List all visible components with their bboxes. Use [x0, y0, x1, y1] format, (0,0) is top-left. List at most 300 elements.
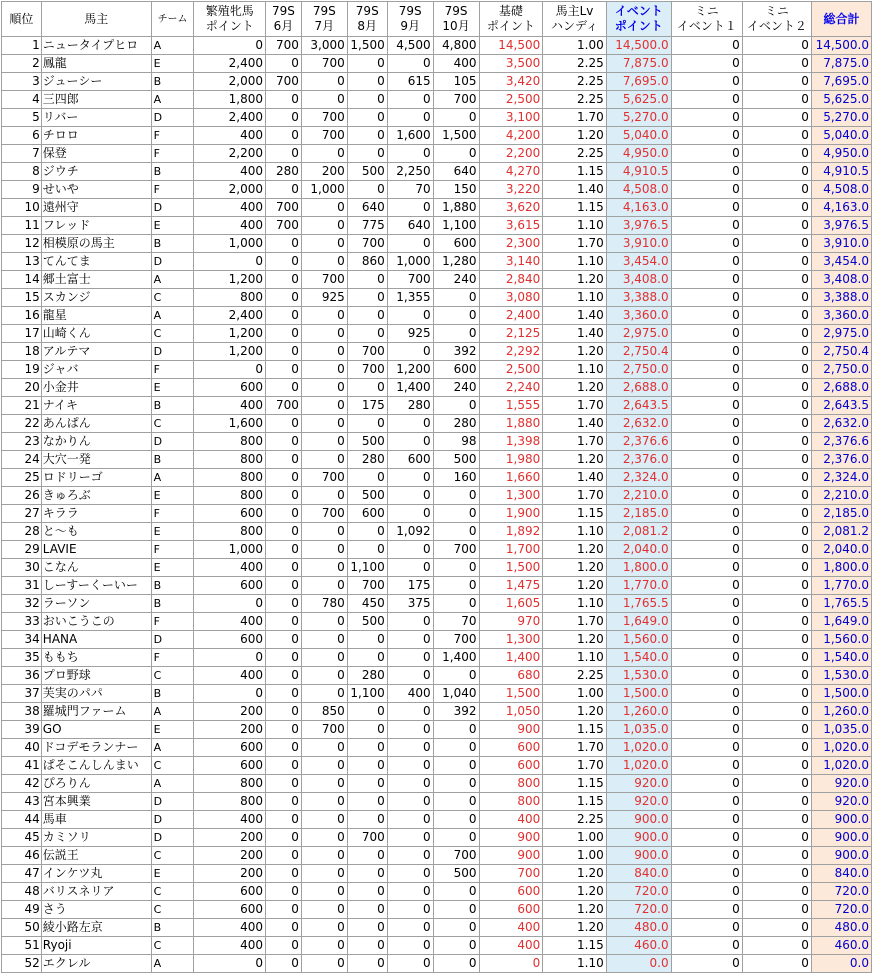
august-cell: 0: [347, 793, 387, 811]
rank-cell: 23: [2, 433, 42, 451]
owner-cell: ロドリーゴ: [41, 469, 151, 487]
june-cell: 700: [265, 397, 301, 415]
august-cell: 0: [347, 649, 387, 667]
rank-cell: 39: [2, 721, 42, 739]
mini-event-1-cell: 0: [671, 397, 742, 415]
handicap-cell: 1.20: [543, 541, 607, 559]
owner-cell: Ryoji: [41, 937, 151, 955]
september-cell: 1,200: [387, 361, 433, 379]
owner-cell: ももち: [41, 649, 151, 667]
october-cell: 280: [433, 415, 479, 433]
rank-cell: 19: [2, 361, 42, 379]
event-points-cell: 2,632.0: [606, 415, 671, 433]
total-cell: 900.0: [811, 829, 871, 847]
october-cell: 0: [433, 307, 479, 325]
mini-event-2-cell: 0: [742, 631, 811, 649]
july-cell: 925: [301, 289, 347, 307]
table-row: [2, 577, 872, 595]
september-cell: 175: [387, 577, 433, 595]
october-cell: 0: [433, 487, 479, 505]
august-cell: 700: [347, 235, 387, 253]
handicap-cell: 1.20: [543, 631, 607, 649]
mini-event-2-cell: 0: [742, 433, 811, 451]
team-cell: A: [151, 37, 194, 55]
june-cell: 0: [265, 883, 301, 901]
team-cell: D: [151, 343, 194, 361]
mini-event-1-cell: 0: [671, 55, 742, 73]
table-row: [2, 703, 872, 721]
october-cell: 0: [433, 937, 479, 955]
october-cell: 0: [433, 721, 479, 739]
august-cell: 700: [347, 829, 387, 847]
total-cell: 0.0: [811, 955, 871, 973]
handicap-cell: 1.40: [543, 307, 607, 325]
mini-event-1-cell: 0: [671, 217, 742, 235]
mini-event-2-cell: 0: [742, 757, 811, 775]
event-points-cell: 1,035.0: [606, 721, 671, 739]
owner-cell: 保登: [41, 145, 151, 163]
august-cell: 775: [347, 217, 387, 235]
owner-cell: せいや: [41, 181, 151, 199]
august-cell: 0: [347, 847, 387, 865]
base-points-cell: 1,400: [479, 649, 543, 667]
breeding-points-cell: 600: [194, 739, 266, 757]
june-cell: 0: [265, 325, 301, 343]
event-points-cell: 460.0: [606, 937, 671, 955]
september-cell: 0: [387, 649, 433, 667]
total-cell: 2,688.0: [811, 379, 871, 397]
september-cell: 1,355: [387, 289, 433, 307]
breeding-points-cell: 200: [194, 703, 266, 721]
mini-event-1-cell: 0: [671, 181, 742, 199]
june-cell: 0: [265, 145, 301, 163]
july-cell: 700: [301, 505, 347, 523]
table-row: [2, 253, 872, 271]
july-cell: 0: [301, 325, 347, 343]
september-cell: 0: [387, 307, 433, 325]
october-cell: 400: [433, 55, 479, 73]
august-cell: 0: [347, 865, 387, 883]
breeding-points-cell: 400: [194, 127, 266, 145]
august-cell: 0: [347, 775, 387, 793]
owner-cell: 大穴一発: [41, 451, 151, 469]
header-base-points: 基礎 ポイント: [479, 2, 543, 37]
breeding-points-cell: 2,000: [194, 181, 266, 199]
july-cell: 0: [301, 523, 347, 541]
july-cell: 700: [301, 469, 347, 487]
july-cell: 700: [301, 271, 347, 289]
breeding-points-cell: 400: [194, 559, 266, 577]
mini-event-1-cell: 0: [671, 325, 742, 343]
handicap-cell: 2.25: [543, 91, 607, 109]
base-points-cell: 3,500: [479, 55, 543, 73]
total-cell: 2,210.0: [811, 487, 871, 505]
handicap-cell: 1.70: [543, 433, 607, 451]
team-cell: F: [151, 649, 194, 667]
total-cell: 4,163.0: [811, 199, 871, 217]
september-cell: 0: [387, 955, 433, 973]
owner-cell: こなん: [41, 559, 151, 577]
owner-cell: キララ: [41, 505, 151, 523]
total-cell: 1,540.0: [811, 649, 871, 667]
mini-event-2-cell: 0: [742, 721, 811, 739]
september-cell: 615: [387, 73, 433, 91]
september-cell: 1,400: [387, 379, 433, 397]
mini-event-1-cell: 0: [671, 649, 742, 667]
owner-cell: おいこうこの: [41, 613, 151, 631]
base-points-cell: 4,270: [479, 163, 543, 181]
rank-cell: 48: [2, 883, 42, 901]
total-cell: 1,530.0: [811, 667, 871, 685]
base-points-cell: 2,292: [479, 343, 543, 361]
event-points-cell: 3,910.0: [606, 235, 671, 253]
october-cell: 0: [433, 739, 479, 757]
total-cell: 5,270.0: [811, 109, 871, 127]
total-cell: 1,800.0: [811, 559, 871, 577]
breeding-points-cell: 0: [194, 361, 266, 379]
total-cell: 5,040.0: [811, 127, 871, 145]
owner-cell: バリスネリア: [41, 883, 151, 901]
table-row: [2, 433, 872, 451]
july-cell: 0: [301, 541, 347, 559]
mini-event-1-cell: 0: [671, 865, 742, 883]
owner-cell: あんぱん: [41, 415, 151, 433]
team-cell: B: [151, 595, 194, 613]
table-row: [2, 901, 872, 919]
base-points-cell: 3,615: [479, 217, 543, 235]
table-row: [2, 793, 872, 811]
breeding-points-cell: 1,800: [194, 91, 266, 109]
mini-event-1-cell: 0: [671, 577, 742, 595]
handicap-cell: 1.00: [543, 37, 607, 55]
owner-cell: と～も: [41, 523, 151, 541]
september-cell: 0: [387, 469, 433, 487]
october-cell: 1,400: [433, 649, 479, 667]
rank-cell: 2: [2, 55, 42, 73]
owner-cell: アルテマ: [41, 343, 151, 361]
header-rank: 順位: [2, 2, 42, 37]
breeding-points-cell: 800: [194, 775, 266, 793]
event-points-cell: 1,500.0: [606, 685, 671, 703]
rank-cell: 7: [2, 145, 42, 163]
mini-event-2-cell: 0: [742, 577, 811, 595]
header-breeding-points: 繁殖牝馬 ポイント: [194, 2, 266, 37]
august-cell: 0: [347, 145, 387, 163]
june-cell: 0: [265, 307, 301, 325]
july-cell: 0: [301, 253, 347, 271]
table-body: [2, 37, 872, 973]
june-cell: 700: [265, 37, 301, 55]
header-team: チーム: [151, 2, 194, 37]
handicap-cell: 1.10: [543, 523, 607, 541]
october-cell: 0: [433, 667, 479, 685]
rank-cell: 16: [2, 307, 42, 325]
base-points-cell: 600: [479, 883, 543, 901]
team-cell: A: [151, 955, 194, 973]
august-cell: 280: [347, 667, 387, 685]
handicap-cell: 1.70: [543, 235, 607, 253]
june-cell: 0: [265, 919, 301, 937]
mini-event-1-cell: 0: [671, 613, 742, 631]
base-points-cell: 1,660: [479, 469, 543, 487]
mini-event-1-cell: 0: [671, 235, 742, 253]
owner-cell: プロ野球: [41, 667, 151, 685]
july-cell: 0: [301, 145, 347, 163]
october-cell: 1,040: [433, 685, 479, 703]
ranking-table: [1, 1, 872, 973]
table-row: [2, 307, 872, 325]
handicap-cell: 1.20: [543, 865, 607, 883]
handicap-cell: 1.40: [543, 181, 607, 199]
october-cell: 500: [433, 865, 479, 883]
september-cell: 1,600: [387, 127, 433, 145]
june-cell: 0: [265, 271, 301, 289]
mini-event-2-cell: 0: [742, 865, 811, 883]
event-points-cell: 2,376.0: [606, 451, 671, 469]
mini-event-2-cell: 0: [742, 361, 811, 379]
mini-event-1-cell: 0: [671, 595, 742, 613]
handicap-cell: 1.70: [543, 613, 607, 631]
rank-cell: 17: [2, 325, 42, 343]
mini-event-1-cell: 0: [671, 721, 742, 739]
mini-event-2-cell: 0: [742, 847, 811, 865]
team-cell: C: [151, 289, 194, 307]
breeding-points-cell: 800: [194, 289, 266, 307]
event-points-cell: 920.0: [606, 775, 671, 793]
handicap-cell: 1.40: [543, 469, 607, 487]
mini-event-2-cell: 0: [742, 685, 811, 703]
september-cell: 0: [387, 847, 433, 865]
owner-cell: リバー: [41, 109, 151, 127]
breeding-points-cell: 800: [194, 451, 266, 469]
total-cell: 3,360.0: [811, 307, 871, 325]
august-cell: 0: [347, 109, 387, 127]
mini-event-2-cell: 0: [742, 307, 811, 325]
june-cell: 0: [265, 469, 301, 487]
team-cell: D: [151, 811, 194, 829]
header-october: 79S 10月: [433, 2, 479, 37]
mini-event-1-cell: 0: [671, 757, 742, 775]
mini-event-1-cell: 0: [671, 307, 742, 325]
handicap-cell: 1.15: [543, 775, 607, 793]
september-cell: 0: [387, 343, 433, 361]
september-cell: 0: [387, 433, 433, 451]
rank-cell: 18: [2, 343, 42, 361]
september-cell: 0: [387, 559, 433, 577]
table-row: [2, 325, 872, 343]
june-cell: 0: [265, 739, 301, 757]
july-cell: 0: [301, 631, 347, 649]
breeding-points-cell: 2,000: [194, 73, 266, 91]
handicap-cell: 1.20: [543, 271, 607, 289]
breeding-points-cell: 400: [194, 811, 266, 829]
team-cell: E: [151, 55, 194, 73]
mini-event-2-cell: 0: [742, 703, 811, 721]
july-cell: 1,000: [301, 181, 347, 199]
mini-event-2-cell: 0: [742, 937, 811, 955]
handicap-cell: 1.10: [543, 361, 607, 379]
rank-cell: 14: [2, 271, 42, 289]
rank-cell: 43: [2, 793, 42, 811]
july-cell: 0: [301, 667, 347, 685]
rank-cell: 35: [2, 649, 42, 667]
base-points-cell: 1,475: [479, 577, 543, 595]
mini-event-2-cell: 0: [742, 793, 811, 811]
rank-cell: 31: [2, 577, 42, 595]
mini-event-2-cell: 0: [742, 289, 811, 307]
october-cell: 0: [433, 109, 479, 127]
september-cell: 70: [387, 181, 433, 199]
rank-cell: 4: [2, 91, 42, 109]
owner-cell: さう: [41, 901, 151, 919]
event-points-cell: 900.0: [606, 829, 671, 847]
october-cell: 160: [433, 469, 479, 487]
september-cell: 0: [387, 811, 433, 829]
june-cell: 0: [265, 577, 301, 595]
rank-cell: 11: [2, 217, 42, 235]
handicap-cell: 1.15: [543, 505, 607, 523]
june-cell: 0: [265, 865, 301, 883]
breeding-points-cell: 1,200: [194, 271, 266, 289]
breeding-points-cell: 200: [194, 721, 266, 739]
breeding-points-cell: 1,600: [194, 415, 266, 433]
june-cell: 0: [265, 361, 301, 379]
team-cell: B: [151, 73, 194, 91]
total-cell: 7,695.0: [811, 73, 871, 91]
handicap-cell: 1.70: [543, 757, 607, 775]
october-cell: 0: [433, 145, 479, 163]
mini-event-2-cell: 0: [742, 217, 811, 235]
event-points-cell: 2,688.0: [606, 379, 671, 397]
table-row: [2, 847, 872, 865]
august-cell: 0: [347, 811, 387, 829]
total-cell: 2,750.0: [811, 361, 871, 379]
breeding-points-cell: 600: [194, 631, 266, 649]
august-cell: 500: [347, 433, 387, 451]
total-cell: 3,454.0: [811, 253, 871, 271]
mini-event-2-cell: 0: [742, 469, 811, 487]
july-cell: 0: [301, 487, 347, 505]
mini-event-2-cell: 0: [742, 379, 811, 397]
total-cell: 1,020.0: [811, 739, 871, 757]
base-points-cell: 1,300: [479, 487, 543, 505]
mini-event-2-cell: 0: [742, 667, 811, 685]
october-cell: 0: [433, 757, 479, 775]
table-row: [2, 685, 872, 703]
july-cell: 700: [301, 127, 347, 145]
mini-event-1-cell: 0: [671, 541, 742, 559]
august-cell: 0: [347, 883, 387, 901]
total-cell: 1,500.0: [811, 685, 871, 703]
september-cell: 700: [387, 271, 433, 289]
august-cell: 500: [347, 487, 387, 505]
october-cell: 700: [433, 631, 479, 649]
owner-cell: 芙実のパパ: [41, 685, 151, 703]
rank-cell: 9: [2, 181, 42, 199]
rank-cell: 13: [2, 253, 42, 271]
rank-cell: 3: [2, 73, 42, 91]
october-cell: 0: [433, 955, 479, 973]
august-cell: 0: [347, 271, 387, 289]
event-points-cell: 7,695.0: [606, 73, 671, 91]
team-cell: A: [151, 91, 194, 109]
total-cell: 1,770.0: [811, 577, 871, 595]
table-row: [2, 361, 872, 379]
total-cell: 4,910.5: [811, 163, 871, 181]
june-cell: 700: [265, 199, 301, 217]
mini-event-1-cell: 0: [671, 955, 742, 973]
june-cell: 280: [265, 163, 301, 181]
total-cell: 2,376.6: [811, 433, 871, 451]
september-cell: 0: [387, 631, 433, 649]
base-points-cell: 2,300: [479, 235, 543, 253]
august-cell: 280: [347, 451, 387, 469]
owner-cell: 小金井: [41, 379, 151, 397]
mini-event-2-cell: 0: [742, 253, 811, 271]
handicap-cell: 1.10: [543, 649, 607, 667]
base-points-cell: 3,420: [479, 73, 543, 91]
team-cell: E: [151, 523, 194, 541]
breeding-points-cell: 0: [194, 253, 266, 271]
total-cell: 3,910.0: [811, 235, 871, 253]
team-cell: A: [151, 703, 194, 721]
event-points-cell: 2,975.0: [606, 325, 671, 343]
july-cell: 200: [301, 163, 347, 181]
owner-cell: 相模原の馬主: [41, 235, 151, 253]
june-cell: 0: [265, 667, 301, 685]
table-row: [2, 757, 872, 775]
handicap-cell: 1.00: [543, 829, 607, 847]
mini-event-2-cell: 0: [742, 595, 811, 613]
july-cell: 0: [301, 829, 347, 847]
team-cell: C: [151, 901, 194, 919]
september-cell: 0: [387, 793, 433, 811]
october-cell: 600: [433, 361, 479, 379]
august-cell: 700: [347, 577, 387, 595]
mini-event-1-cell: 0: [671, 811, 742, 829]
june-cell: 0: [265, 685, 301, 703]
october-cell: 700: [433, 847, 479, 865]
mini-event-1-cell: 0: [671, 523, 742, 541]
rank-cell: 32: [2, 595, 42, 613]
total-cell: 4,508.0: [811, 181, 871, 199]
base-points-cell: 1,555: [479, 397, 543, 415]
october-cell: 0: [433, 397, 479, 415]
august-cell: 0: [347, 181, 387, 199]
handicap-cell: 1.15: [543, 199, 607, 217]
october-cell: 0: [433, 289, 479, 307]
rank-cell: 10: [2, 199, 42, 217]
handicap-cell: 1.10: [543, 595, 607, 613]
october-cell: 392: [433, 343, 479, 361]
total-cell: 920.0: [811, 793, 871, 811]
team-cell: A: [151, 739, 194, 757]
mini-event-1-cell: 0: [671, 919, 742, 937]
total-cell: 3,388.0: [811, 289, 871, 307]
team-cell: D: [151, 199, 194, 217]
breeding-points-cell: 400: [194, 937, 266, 955]
event-points-cell: 920.0: [606, 793, 671, 811]
team-cell: A: [151, 271, 194, 289]
mini-event-2-cell: 0: [742, 199, 811, 217]
team-cell: B: [151, 685, 194, 703]
rank-cell: 51: [2, 937, 42, 955]
event-points-cell: 2,081.2: [606, 523, 671, 541]
mini-event-1-cell: 0: [671, 559, 742, 577]
handicap-cell: 1.70: [543, 109, 607, 127]
owner-cell: ジューシー: [41, 73, 151, 91]
handicap-cell: 1.70: [543, 487, 607, 505]
